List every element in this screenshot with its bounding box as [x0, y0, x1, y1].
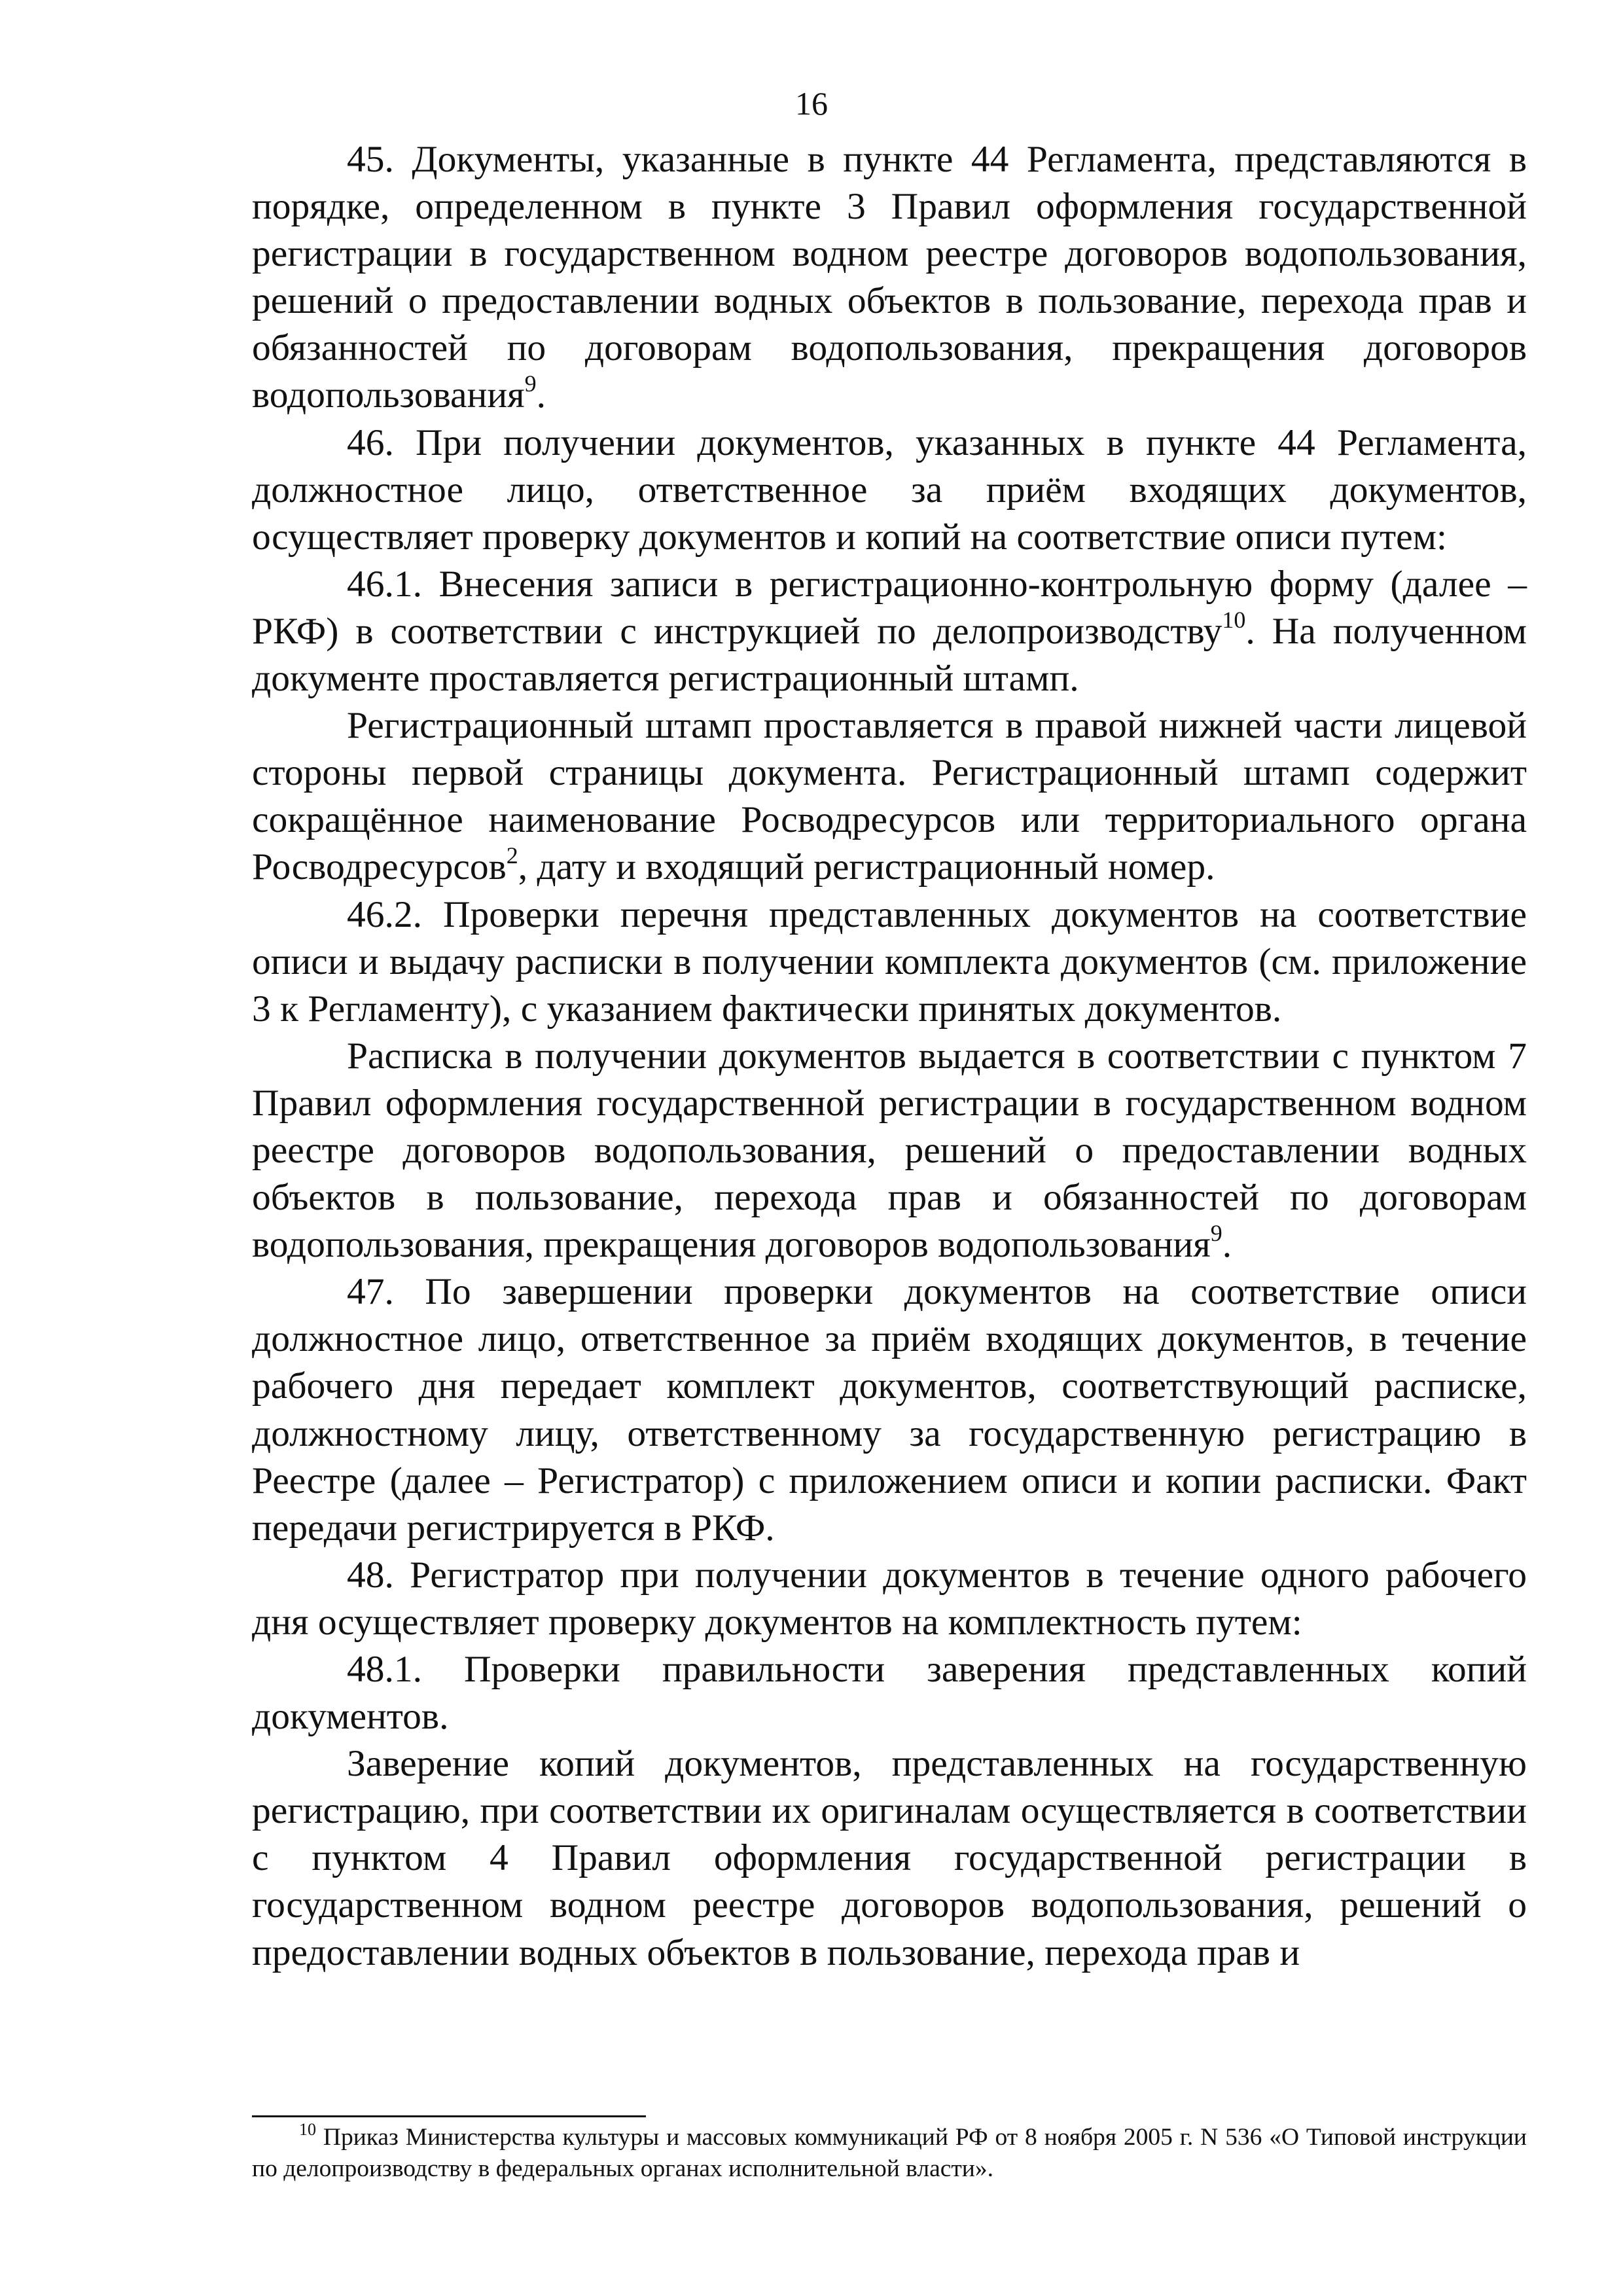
paragraph-receipt-text: Расписка в получении документов выдается в соответствии с пунктом 7 Правил оформления государственной регистрации в государственном водном реестре договоров водопользования, решений о предоставлении водных объектов в пользование, перехода прав и обязанностей по договорам водопользования, прекращения договоров водопользования: [252, 1035, 1527, 1266]
paragraph-stamp: [252, 702, 1527, 891]
paragraph-45-tail: .: [536, 374, 546, 416]
paragraph-45-text: 45. Документы, указанные в пункте 44 Регламента, представляются в порядке, определенном в пункте 3 Правил оформления государственной регистрации в государственном водном реестре договоров водопользования, решений о предоставлении водных объектов в пользование, перехода прав и обязанностей по договорам водопользования, прекращения договоров водопользования: [252, 139, 1527, 416]
paragraph-46-2-text: 46.2. Проверки перечня представленных документов на соответствие описи и выдачу расписки в получении комплекта документов (см. приложение 3 к Регламенту), с указанием фактически принятых документов.: [252, 893, 1527, 1030]
paragraph-48-1-text: 48.1. Проверки правильности заверения представленных копий документов.: [252, 1649, 1527, 1738]
footnote-ref-9b: 9: [1210, 1220, 1222, 1246]
footnote-mark: 10: [299, 2119, 316, 2139]
paragraph-48-text: 48. Регистратор при получении документов в течение одного рабочего дня осуществляет проверку документов на комплектность путем:: [252, 1554, 1527, 1643]
paragraph-receipt: [252, 1033, 1527, 1268]
paragraph-47: [252, 1268, 1527, 1552]
paragraph-certification-text: Заверение копий документов, представленных на государственную регистрацию, при соответствии их оригиналам осуществляется в соответствии с пунктом 4 Правил оформления государственной регистрации в государственном водном реестре договоров водопользования, решений о предоставлении водных объектов в пользование, перехода прав и: [252, 1743, 1527, 1973]
paragraph-stamp-tail: , дату и входящий регистрационный номер.: [518, 846, 1215, 888]
paragraph-receipt-tail: .: [1222, 1224, 1232, 1266]
paragraph-stamp-text: Регистрационный штамп проставляется в правой нижней части лицевой стороны первой страницы документа. Регистрационный штамп содержит сокращённое наименование Росводресурсов или территориального органа Росводресурсов: [252, 705, 1527, 888]
paragraph-48-1: [252, 1646, 1527, 1740]
paragraph-46-1-tail: . На полученном документе проставляется регистрационный штамп.: [252, 610, 1527, 700]
footnote-text: Приказ Министерства культуры и массовых коммуникаций РФ от 8 ноября 2005 г. N 536 «О Типовой инструкции по делопроизводству в федеральных органах исполнительной власти».: [252, 2124, 1527, 2182]
footnote-10: [252, 2119, 1527, 2185]
footnote-ref-2: 2: [506, 842, 518, 869]
paragraph-48: [252, 1552, 1527, 1646]
footnote-ref-10: 10: [1222, 606, 1246, 633]
footnote-ref-9: 9: [524, 370, 537, 397]
paragraph-46-1: [252, 561, 1527, 702]
paragraph-46-2: [252, 891, 1527, 1033]
paragraph-45: [252, 136, 1527, 420]
footnote-divider: [252, 2115, 646, 2117]
page-number: 16: [795, 85, 828, 122]
paragraph-46-1-text: 46.1. Внесения записи в регистрационно-контрольную форму (далее – РКФ) в соответствии с инструкцией по делопроизводству: [252, 563, 1527, 652]
paragraph-46: [252, 420, 1527, 561]
body-text: [252, 136, 1527, 1977]
paragraph-certification: [252, 1740, 1527, 1976]
paragraph-47-text: 47. По завершении проверки документов на соответствие описи должностное лицо, ответственное за приём входящих документов, в течение рабочего дня передает комплект документов, соответствующий расписке, должностному лицу, ответственному за государственную регистрацию в Реестре (далее – Регистратор) с приложением описи и копии расписки. Факт передачи регистрируется в РКФ.: [252, 1271, 1527, 1549]
paragraph-46-text: 46. При получении документов, указанных в пункте 44 Регламента, должностное лицо, ответственное за приём входящих документов, осуществляет проверку документов и копий на соответствие описи путем:: [252, 422, 1527, 558]
